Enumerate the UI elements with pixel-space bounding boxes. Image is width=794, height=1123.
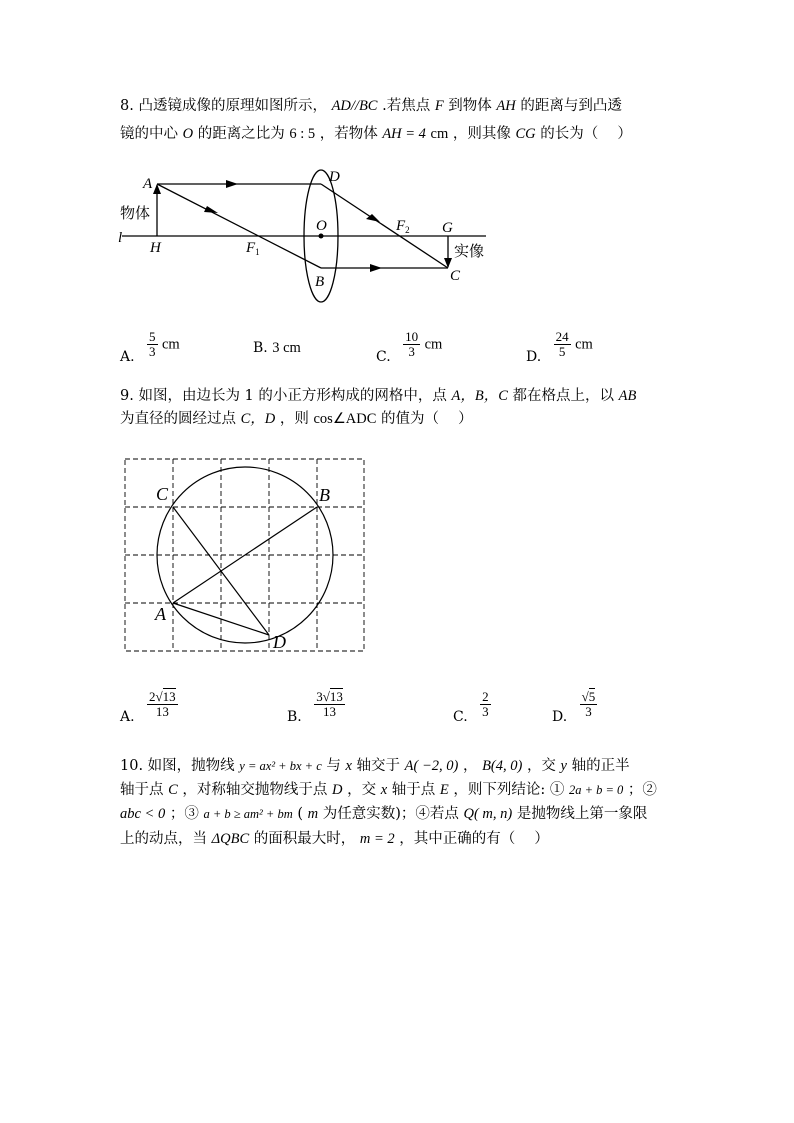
q8-line-1: 8. 凸透镜成像的原理如图所示， AD//BC .若焦点 F 到物体 AH 的距离与到凸透 [120, 98, 622, 114]
q8-option-b[interactable]: B. 3 cm [253, 340, 301, 356]
fraction: $\frac{24}{5}$ [555, 329, 569, 359]
q9-line-2: 为直径的圆经过点 C，D ，则 cos∠ADC 的值为（ ） [120, 411, 473, 427]
ray-ab [157, 184, 321, 268]
q10-line-2: 轴于点 C ，对称轴交抛物线于点 D ，交 x 轴于点 E ，则下列结论: ① 2a + b = 0 ；② [120, 782, 657, 798]
label-c: C [450, 268, 461, 284]
q9-option-d[interactable]: D. $\frac{√5}{3}$ [552, 689, 596, 725]
q8-option-d[interactable]: D. $\frac{24}{5}$ cm [526, 329, 593, 365]
label-g: G [442, 220, 453, 236]
label-f1: $F_1$ [246, 240, 260, 257]
q9-option-a[interactable]: A. $\frac{2√13}{13}$ [120, 689, 176, 725]
ray-dc [321, 184, 448, 268]
fraction: $\frac{√5}{3}$ [581, 689, 596, 719]
q9-option-c[interactable]: C. $\frac{2}{3}$ [453, 689, 489, 725]
ray-ad-arrow [226, 180, 238, 188]
radical-icon: √ [155, 689, 163, 704]
radical-icon: √ [322, 689, 330, 704]
label-image: 实像 [454, 244, 485, 260]
fraction: $\frac{10}{3}$ [405, 329, 419, 359]
lens-diagram [110, 162, 500, 307]
label-object: 物体 [120, 206, 151, 222]
label-b: B [319, 485, 330, 505]
circle-grid-diagram [110, 450, 380, 660]
ray-bc-arrow [370, 264, 382, 272]
q9-line-1: 9. 如图，由边长为 1 的小正方形构成的网格中，点 A，B，C 都在格点上，以 AB [120, 388, 637, 404]
label-a: A [155, 604, 166, 624]
q10-line-4: 上的动点，当 ΔQBC 的面积最大时， m = 2 ，其中正确的有（ ） [120, 831, 549, 847]
fraction: $\frac{2}{3}$ [482, 689, 489, 719]
label-d: D [273, 632, 286, 652]
q10-line-1: 10. 如图，抛物线 y = ax² + bx + c 与 x 轴交于 A( −2, 0) ， B(4, 0) ，交 y 轴的正半 [120, 758, 630, 774]
q10-line-3: abc < 0 ；③ a + b ≥ am² + bm ( m 为任意实数)；④若点 Q( m, n) 是抛物线上第一象限 [120, 806, 648, 822]
label-b: B [315, 274, 325, 290]
center-point-o [319, 234, 324, 239]
fraction: $\frac{3√13}{13}$ [316, 689, 343, 719]
label-f2: $F_2$ [396, 218, 410, 235]
q8-line-2: 镜的中心 O 的距离之比为 6 : 5 ，若物体 AH = 4 cm ，则其像 CG 的长为（ ） [120, 126, 632, 142]
radical-icon: √ [581, 689, 589, 704]
label-a: A [143, 176, 153, 192]
q8-option-a[interactable]: A. $\frac{5}{3}$ cm [120, 329, 180, 365]
label-c: C [156, 484, 169, 504]
label-d: D [329, 169, 340, 185]
fraction: $\frac{2√13}{13}$ [149, 689, 176, 719]
label-h: H [150, 240, 161, 256]
label-l: l [118, 230, 123, 246]
ray-ab-arrow [204, 206, 218, 213]
label-o: O [316, 218, 327, 234]
fraction: $\frac{5}{3}$ [149, 329, 156, 359]
q8-option-c[interactable]: C. $\frac{10}{3}$ cm [376, 329, 443, 365]
q9-option-b[interactable]: B. $\frac{3√13}{13}$ [287, 689, 343, 725]
